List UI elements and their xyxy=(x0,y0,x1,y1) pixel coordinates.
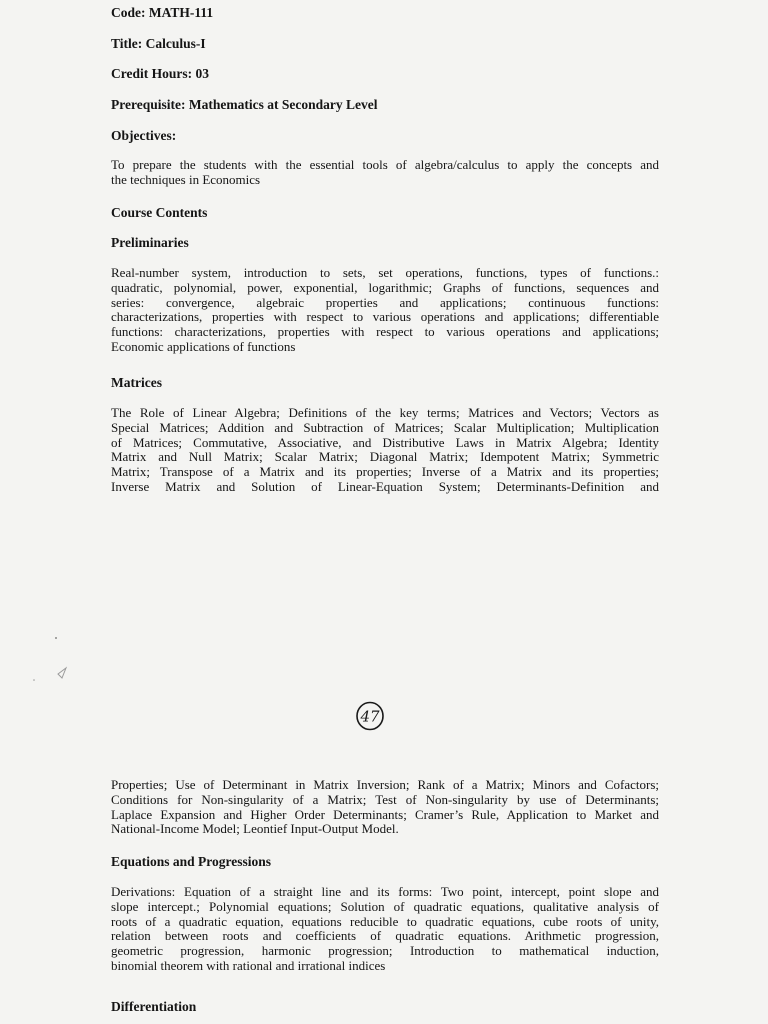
preliminaries-line: functions: characterizations, properties with respect to various operations and applications; xyxy=(111,324,659,340)
matrices-line: Matrix; Transpose of a Matrix and its properties; Inverse of a Matrix and its properties; xyxy=(111,464,659,480)
preliminaries-line: Real-number system, introduction to sets, set operations, functions, types of functions.: xyxy=(111,265,659,280)
preliminaries-heading: Preliminaries xyxy=(111,235,189,250)
objectives-line: To prepare the students with the essential tools of algebra/calculus to apply the concepts and xyxy=(111,157,659,172)
matrices-heading: Matrices xyxy=(111,375,162,390)
equations-line: Derivations: Equation of a straight line and its forms: Two point, intercept, point slope and xyxy=(111,884,659,899)
matrices-continued-line: Conditions for Non-singularity of a Matrix; Test of Non-singularity by use of Determinants; xyxy=(111,791,659,807)
matrices-paragraph xyxy=(111,406,659,495)
objectives-heading: Objectives: xyxy=(111,128,177,143)
equations-line: relation between roots and coefficients of quadratic equations. Arithmetic progression, xyxy=(111,928,659,944)
preliminaries-line: series: convergence, algebraic properties and applications; continuous functions: xyxy=(111,294,659,310)
matrices-line: of Matrices; Commutative, Associative, and Distributive Laws in Matrix Algebra; Identity xyxy=(111,434,659,450)
course-title: Title: Calculus-I xyxy=(111,36,206,51)
preliminaries-line: characterizations, properties with respect to various operations and applications; differentiable xyxy=(111,309,659,325)
matrices-line: Special Matrices; Addition and Subtraction of Matrices; Scalar Multiplication; Multiplication xyxy=(111,419,659,435)
objectives-line: the techniques in Economics xyxy=(111,171,261,187)
differentiation-heading: Differentiation xyxy=(111,999,197,1014)
page-number-text: 47 xyxy=(360,707,380,726)
credit-hours: Credit Hours: 03 xyxy=(111,66,209,81)
equations-line: binomial theorem with rational and irrational indices xyxy=(111,957,386,973)
course-contents-heading: Course Contents xyxy=(111,205,208,220)
preliminaries-paragraph xyxy=(111,266,659,355)
matrices-line: The Role of Linear Algebra; Definitions of the key terms; Matrices and Vectors; Vectors as xyxy=(111,405,659,420)
matrices-continued-line: Laplace Expansion and Higher Order Determinants; Cramer’s Rule, Application to Market and xyxy=(111,806,659,822)
scan-mark-icon xyxy=(28,630,78,690)
equations-line: slope intercept.; Polynomial equations; Solution of quadratic equations, qualitative analysis of xyxy=(111,898,659,914)
equations-heading: Equations and Progressions xyxy=(111,854,272,869)
matrices-line: Matrix and Null Matrix; Scalar Matrix; Diagonal Matrix; Idempotent Matrix; Symmetric xyxy=(111,449,659,465)
matrices-continued-line: National-Income Model; Leontief Input-Output Model. xyxy=(111,821,399,837)
objectives-paragraph xyxy=(111,158,659,188)
matrices-continued-paragraph xyxy=(111,778,659,837)
equations-line: roots of a quadratic equation, equations reducible to quadratic equations, cube roots of unity, xyxy=(111,913,659,929)
preliminaries-line: quadratic, polynomial, power, exponential, logarithmic; Graphs of functions, sequences and xyxy=(111,279,659,295)
matrices-line: Inverse Matrix and Solution of Linear-Equation System; Determinants-Definition and xyxy=(111,478,659,494)
handwritten-page-number xyxy=(354,700,386,732)
equations-paragraph xyxy=(111,885,659,974)
matrices-continued-line: Properties; Use of Determinant in Matrix Inversion; Rank of a Matrix; Minors and Cofactors; xyxy=(111,777,659,792)
equations-line: geometric progression, harmonic progression; Introduction to mathematical induction, xyxy=(111,943,659,959)
course-code: Code: MATH-111 xyxy=(111,5,214,20)
preliminaries-line: Economic applications of functions xyxy=(111,338,296,354)
prerequisite: Prerequisite: Mathematics at Secondary Level xyxy=(111,97,378,112)
